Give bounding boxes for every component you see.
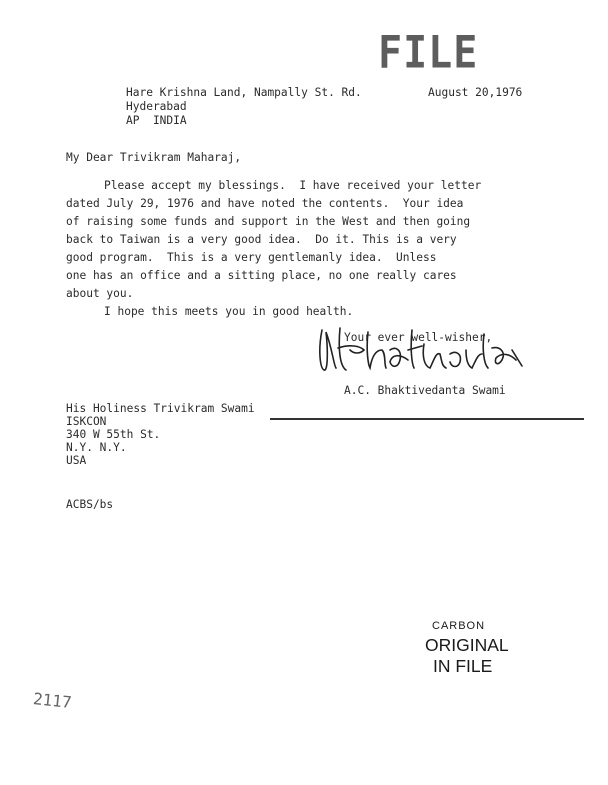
carbon-label: CARBON [432, 620, 486, 632]
page-mark: 2117 [32, 689, 73, 712]
recipient-street: 340 W 55th St. [66, 428, 161, 441]
closing-sentence: I hope this meets you in good health. [104, 305, 354, 318]
body-line: about you. [66, 287, 134, 300]
handwritten-signature [316, 320, 526, 382]
closing: Your ever well-wisher, [344, 331, 493, 344]
recipient-country: USA [66, 454, 87, 467]
sender-address-line3: AP INDIA [126, 114, 187, 127]
body-line: back to Taiwan is a very good idea. Do it. This is a very [66, 233, 457, 246]
salutation: My Dear Trivikram Maharaj, [66, 151, 242, 164]
recipient-name: His Holiness Trivikram Swami [66, 402, 255, 415]
body-line: dated July 29, 1976 and have noted the contents. Your idea [66, 197, 464, 210]
body-line: of raising some funds and support in the West and then going [66, 215, 471, 228]
file-stamp: FILE [378, 27, 479, 79]
recipient-underline [270, 418, 584, 420]
letter-date: August 20,1976 [428, 86, 523, 99]
sender-address-line2: Hyderabad [126, 100, 187, 113]
recipient-org: ISKCON [66, 415, 107, 428]
recipient-city: N.Y. N.Y. [66, 441, 127, 454]
signature-name: A.C. Bhaktivedanta Swami [344, 384, 506, 397]
reference-initials: ACBS/bs [66, 498, 114, 511]
body-line: good program. This is a very gentlemanly idea. Unless [66, 251, 437, 264]
body-line: Please accept my blessings. I have received your letter [104, 179, 482, 192]
original-label: ORIGINAL [425, 635, 509, 655]
in-file-label: IN FILE [433, 656, 493, 676]
body-line: one has an office and a sitting place, no one really cares [66, 269, 457, 282]
sender-address-line1: Hare Krishna Land, Nampally St. Rd. [126, 86, 362, 99]
